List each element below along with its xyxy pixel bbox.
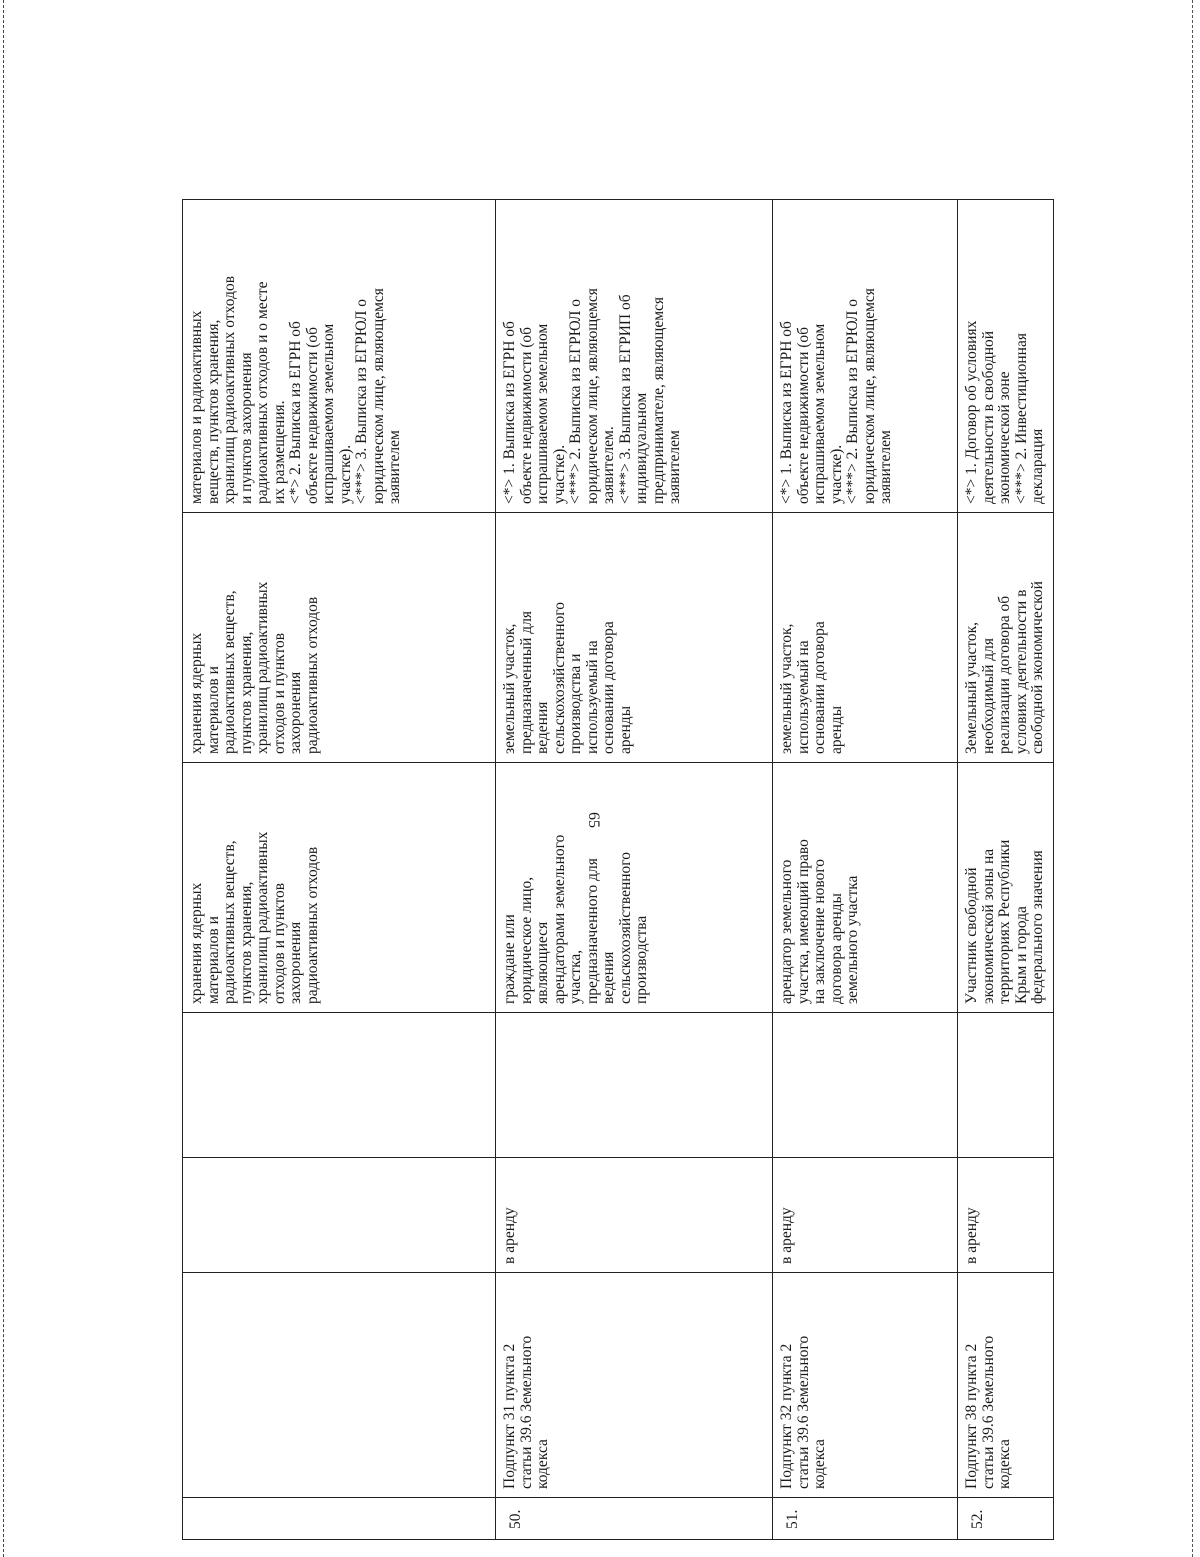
document-table-wrapper [182, 200, 1046, 1540]
legal-basis-cell [183, 1273, 496, 1498]
extra-cell [958, 1013, 1054, 1158]
row-number-cell [183, 1498, 496, 1540]
land-plot-cell: земельный участок, предназначенный для ведения сельскохозяйственного производства и используемый на основании договора аренды [496, 513, 773, 763]
applicant-cell: арендатор земельного участка, имеющий право на заключение нового договора аренды земельного участка [773, 763, 958, 1013]
documents-cell: материалов и радиоактивных веществ, пунктов хранения, хранилищ радиоактивных отходов и пунктов захоронения радиоактивных отходов и о месте их размещения. <*> 2. Выписка из ЕГРН об объекте недвижимости (об испрашиваемом земельном участке). <***> 3. Выписка из ЕГРЮЛ о юридическом лице, являющемся заявителем [183, 200, 496, 513]
table-row-51 [773, 200, 958, 1540]
table-row-52 [958, 200, 1054, 1540]
land-plot-cell: земельный участок, используемый на основании договора аренды [773, 513, 958, 763]
land-plot-cell: Земельный участок, необходимый для реализации договора об условиях деятельности в свободной экономической [958, 513, 1054, 763]
documents-cell: <*> 1. Договор об условиях деятельности в свободной экономической зоне <***> 2. Инвестиционная декларация [958, 200, 1054, 513]
applicant-cell: хранения ядерных материалов и радиоактивных веществ, пунктов хранения, хранилищ радиоактивных отходов и пунктов захоронения радиоактивных отходов [183, 763, 496, 1013]
provision-type-cell: в аренду [496, 1158, 773, 1273]
table-row-continuation [183, 200, 496, 1540]
documents-cell: <*> 1. Выписка из ЕГРН об объекте недвижимости (об испрашиваемом земельном участке). <***> 2. Выписка из ЕГРЮЛ о юридическом лице, являющемся заявителем. <***> 3. Выписка из ЕГРИП об индивидуальном предпринимателе, являющемся заявителем [496, 200, 773, 513]
scan-edge-right [1192, 0, 1193, 1557]
extra-cell [183, 1013, 496, 1158]
provision-type-cell [183, 1158, 496, 1273]
extra-cell [773, 1013, 958, 1158]
provision-type-cell: в аренду [958, 1158, 1054, 1273]
table-row-50 [496, 200, 773, 1540]
documents-cell: <*> 1. Выписка из ЕГРН об объекте недвижимости (об испрашиваемом земельном участке). <***> 2. Выписка из ЕГРЮЛ о юридическом лице, являющемся заявителем [773, 200, 958, 513]
applicant-cell: Участник свободной экономической зоны на территориях Республики Крым и города федерального значения [958, 763, 1054, 1013]
row-number-cell: 50. [496, 1498, 773, 1540]
row-number-cell: 52. [958, 1498, 1054, 1540]
page-number: 65 [585, 812, 602, 828]
extra-cell [496, 1013, 773, 1158]
applicant-cell: граждане или юридическое лицо, являющиеся арендаторами земельного участка, предназначенного для ведения сельскохозяйственного производства [496, 763, 773, 1013]
legal-basis-cell: Подпункт 31 пункта 2 статьи 39.6 Земельного кодекса [496, 1273, 773, 1498]
land-plot-cell: хранения ядерных материалов и радиоактивных веществ, пунктов хранения, хранилищ радиоактивных отходов и пунктов захоронения радиоактивных отходов [183, 513, 496, 763]
services-table [182, 199, 1054, 1540]
scan-edge-left [3, 0, 4, 1557]
legal-basis-cell: Подпункт 38 пункта 2 статьи 39.6 Земельного кодекса [958, 1273, 1054, 1498]
row-number-cell: 51. [773, 1498, 958, 1540]
provision-type-cell: в аренду [773, 1158, 958, 1273]
legal-basis-cell: Подпункт 32 пункта 2 статьи 39.6 Земельного кодекса [773, 1273, 958, 1498]
